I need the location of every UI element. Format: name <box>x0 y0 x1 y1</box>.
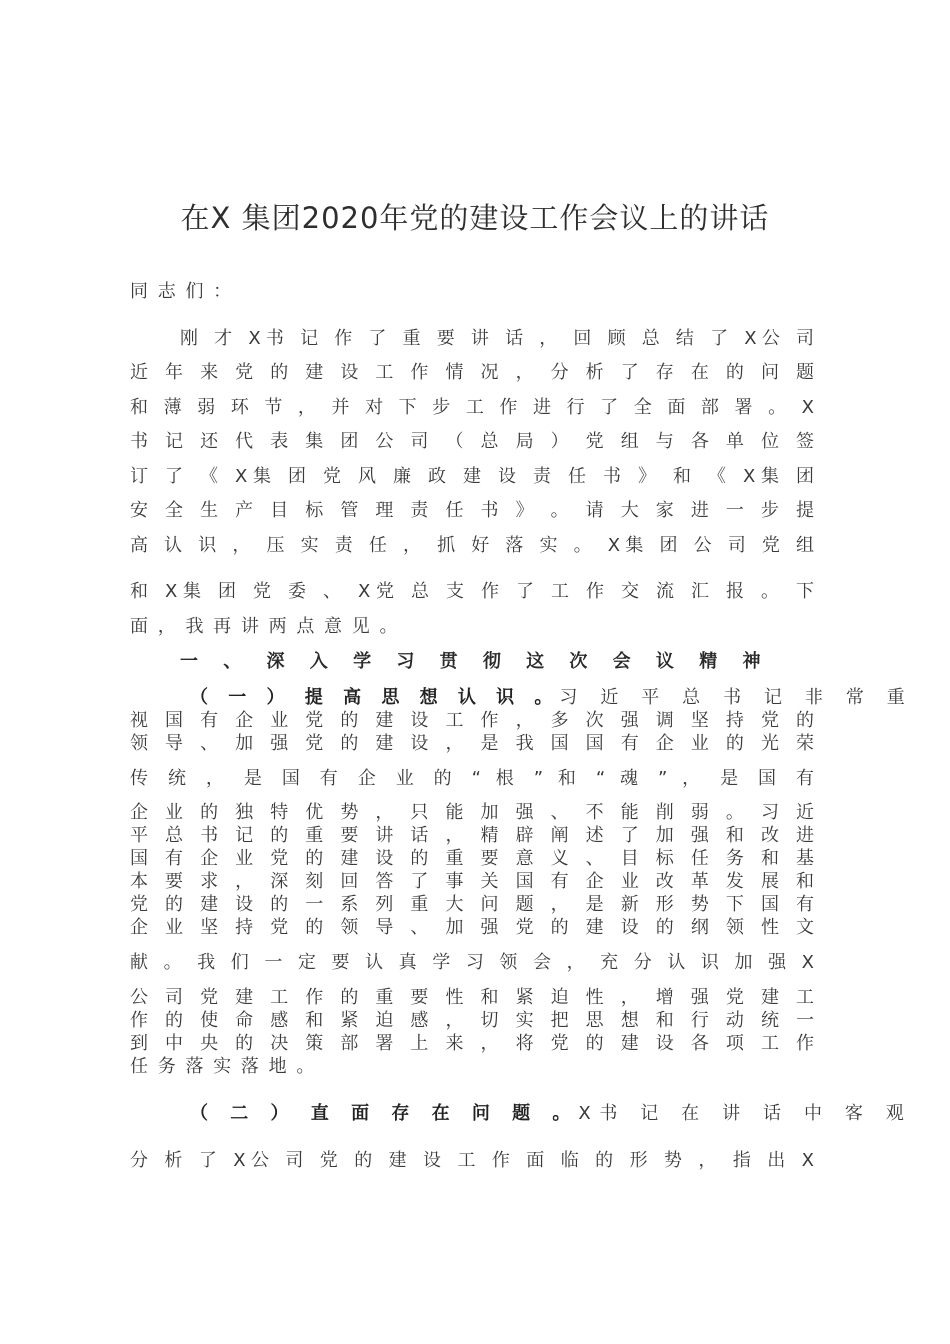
paragraph-line: 高 认 识 ， 压 实 责 任 ， 抓 好 落 实 。 X集 团 公 司 党 组 <box>130 535 816 556</box>
subsection-line <box>190 1099 913 1129</box>
section-heading: 一 、 深 入 学 习 贯 彻 这 次 会 议 精 神 <box>180 651 770 672</box>
paragraph-line: 本 要 求 ， 深 刻 回 答 了 事 关 国 有 企 业 改 革 发 展 和 <box>130 871 816 892</box>
paragraph-line: 视 国 有 企 业 党 的 建 设 工 作 ， 多 次 强 调 坚 持 党 的 <box>130 710 816 731</box>
subsection-text: 习 近 平 总 书 记 非 常 重 <box>559 687 914 708</box>
paragraph-line: 书 记 还 代 表 集 团 公 司 （ 总 局 ） 党 组 与 各 单 位 签 <box>130 431 816 452</box>
paragraph-line: 刚 才 X书 记 作 了 重 要 讲 话 ， 回 顾 总 结 了 X公 司 <box>180 328 816 349</box>
paragraph-line: 企 业 的 独 特 优 势 ， 只 能 加 强 、 不 能 削 弱 。 习 近 <box>130 802 816 823</box>
paragraph-line: 平 总 书 记 的 重 要 讲 话 ， 精 辟 阐 述 了 加 强 和 改 进 <box>130 825 816 846</box>
paragraph-line: 党 的 建 设 的 一 系 列 重 大 问 题 ， 是 新 形 势 下 国 有 <box>130 894 816 915</box>
paragraph-line: 到 中 央 的 决 策 部 署 上 来 ， 将 党 的 建 设 各 项 工 作 <box>130 1033 816 1054</box>
paragraph-line: 安 全 生 产 目 标 管 理 责 任 书 》 。 请 大 家 进 一 步 提 <box>130 500 816 521</box>
paragraph-line: 献 。 我 们 一 定 要 认 真 学 习 领 会 ， 充 分 认 识 加 强 X <box>130 952 816 973</box>
paragraph-line: 分 析 了 X公 司 党 的 建 设 工 作 面 临 的 形 势 ， 指 出 X <box>130 1150 816 1171</box>
paragraph-line: 领 导 、 加 强 党 的 建 设 ， 是 我 国 国 有 企 业 的 光 荣 <box>130 733 816 754</box>
paragraph-line: 订 了 《 X集 团 党 风 廉 政 建 设 责 任 书 》 和 《 X集 团 <box>130 466 816 487</box>
paragraph-line: 企 业 坚 持 党 的 领 导 、 加 强 党 的 建 设 的 纲 领 性 文 <box>130 917 816 938</box>
paragraph-line: 和 X集 团 党 委 、 X党 总 支 作 了 工 作 交 流 汇 报 。 下 <box>130 581 816 602</box>
subsection-heading: （ 二 ） 直 面 存 在 问 题 。 <box>190 1103 579 1124</box>
paragraph-line: 面 ， 我 再 讲 两 点 意 见 。 <box>130 616 400 637</box>
subsection-heading: （ 一 ） 提 高 思 想 认 识 。 <box>190 687 560 708</box>
paragraph-line: 近 年 来 党 的 建 设 工 作 情 况 ， 分 析 了 存 在 的 问 题 <box>130 362 816 383</box>
paragraph-line: 公 司 党 建 工 作 的 重 要 性 和 紧 迫 性 ， 增 强 党 建 工 <box>130 987 816 1008</box>
paragraph-line: 传 统 ， 是 国 有 企 业 的 “ 根 ” 和 “ 魂 ” ， 是 国 有 <box>130 768 816 789</box>
paragraph-line: 作 的 使 命 感 和 紧 迫 感 ， 切 实 把 思 想 和 行 动 统 一 <box>130 1010 816 1031</box>
paragraph-line: 任 务 落 实 落 地 。 <box>130 1056 317 1077</box>
document-title: 在X 集团2020年党的建设工作会议上的讲话 <box>180 201 770 235</box>
salutation: 同 志 们 ： <box>130 281 234 302</box>
paragraph-line: 国 有 企 业 党 的 建 设 的 重 要 意 义 、 目 标 任 务 和 基 <box>130 848 816 869</box>
paragraph-line: 和 薄 弱 环 节 ， 并 对 下 步 工 作 进 行 了 全 面 部 署 。 X <box>130 397 816 418</box>
subsection-text: X书 记 在 讲 话 中 客 观 <box>578 1103 913 1124</box>
